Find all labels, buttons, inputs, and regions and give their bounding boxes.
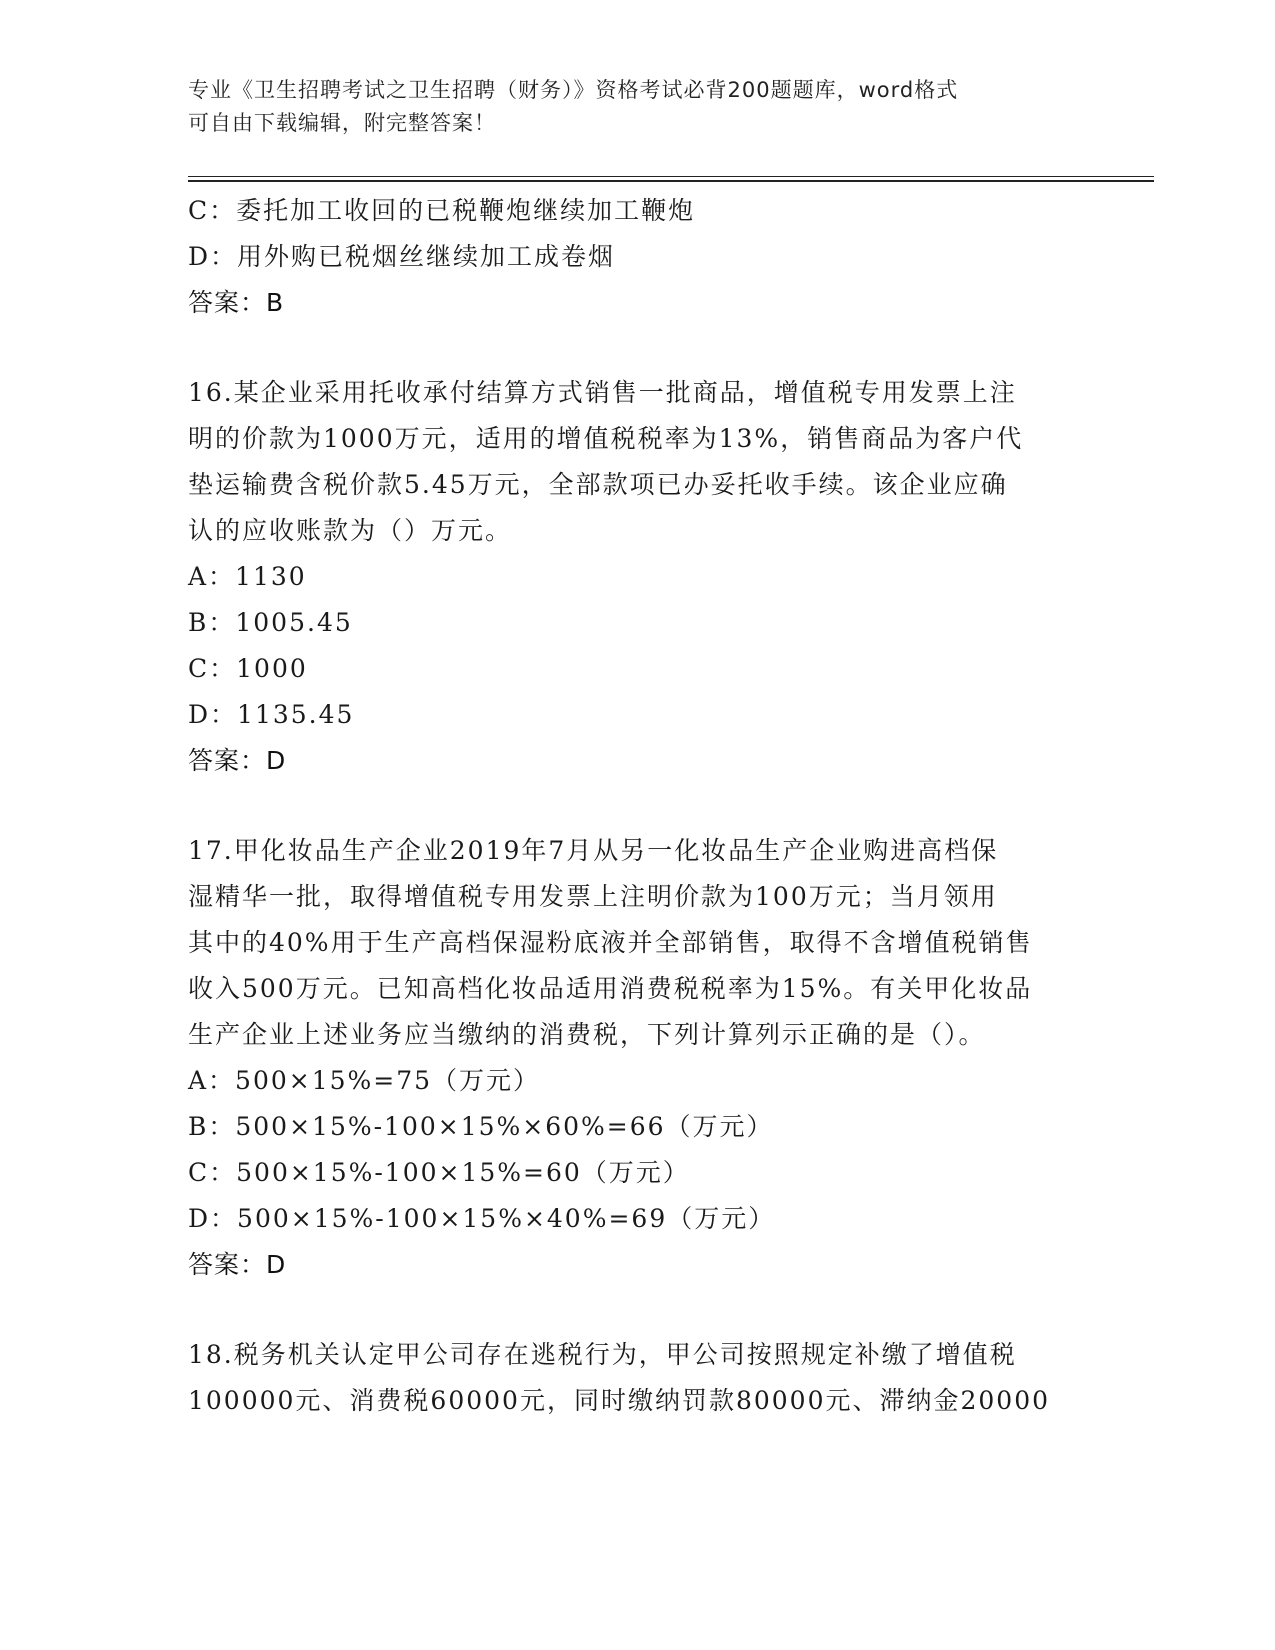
header-rule-thick bbox=[188, 180, 1154, 182]
question-17-answer: 答案：D bbox=[188, 1250, 287, 1279]
question-17-option-c: C：500×15%-100×15%=60（万元） bbox=[188, 1158, 690, 1187]
question-spacer bbox=[188, 1288, 1088, 1332]
document-header bbox=[188, 74, 1068, 140]
question-16-option-c: C：1000 bbox=[188, 654, 308, 683]
question-15-option-c: C：委托加工收回的已税鞭炮继续加工鞭炮 bbox=[188, 196, 696, 225]
header-title-line-1: 专业《卫生招聘考试之卫生招聘（财务）》资格考试必背200题题库，word格式 bbox=[188, 78, 959, 102]
header-rule-thin bbox=[188, 176, 1154, 177]
question-16 bbox=[188, 370, 1088, 784]
question-16-answer: 答案：D bbox=[188, 746, 287, 775]
question-17-option-a: A：500×15%=75（万元） bbox=[188, 1066, 541, 1095]
question-16-stem-line: 认的应收账款为（）万元。 bbox=[188, 516, 513, 545]
question-spacer bbox=[188, 784, 1088, 828]
question-17-stem-line: 收入500万元。已知高档化妆品适用消费税税率为15%。有关甲化妆品 bbox=[188, 974, 1033, 1003]
question-content bbox=[188, 188, 1088, 1424]
question-16-option-a: A：1130 bbox=[188, 562, 307, 591]
question-17-stem-line: 生产企业上述业务应当缴纳的消费税，下列计算列示正确的是（）。 bbox=[188, 1020, 986, 1049]
question-17-option-d: D：500×15%-100×15%×40%=69（万元） bbox=[188, 1204, 776, 1233]
question-18-stem-line: 100000元、消费税60000元，同时缴纳罚款80000元、滞纳金20000 bbox=[188, 1386, 1051, 1415]
question-17-stem-line: 17.甲化妆品生产企业2019年7月从另一化妆品生产企业购进高档保 bbox=[188, 836, 999, 865]
question-16-stem-line: 明的价款为1000万元，适用的增值税税率为13%，销售商品为客户代 bbox=[188, 424, 1024, 453]
question-16-stem-line: 16.某企业采用托收承付结算方式销售一批商品，增值税专用发票上注 bbox=[188, 378, 1017, 407]
question-17-stem-line: 湿精华一批，取得增值税专用发票上注明价款为100万元；当月领用 bbox=[188, 882, 998, 911]
question-15-answer: 答案：B bbox=[188, 288, 285, 317]
question-spacer bbox=[188, 326, 1088, 370]
question-18 bbox=[188, 1332, 1088, 1424]
question-16-stem-line: 垫运输费含税价款5.45万元，全部款项已办妥托收手续。该企业应确 bbox=[188, 470, 1008, 499]
question-16-option-b: B：1005.45 bbox=[188, 608, 353, 637]
question-15 bbox=[188, 188, 1088, 326]
question-17-stem-line: 其中的40%用于生产高档保湿粉底液并全部销售，取得不含增值税销售 bbox=[188, 928, 1033, 957]
question-17-option-b: B：500×15%-100×15%×60%=66（万元） bbox=[188, 1112, 774, 1141]
header-title-line-2: 可自由下载编辑，附完整答案！ bbox=[188, 111, 496, 135]
question-18-stem-line: 18.税务机关认定甲公司存在逃税行为，甲公司按照规定补缴了增值税 bbox=[188, 1340, 1017, 1369]
question-16-option-d: D：1135.45 bbox=[188, 700, 355, 729]
question-15-option-d: D：用外购已税烟丝继续加工成卷烟 bbox=[188, 242, 616, 271]
question-17 bbox=[188, 828, 1088, 1288]
